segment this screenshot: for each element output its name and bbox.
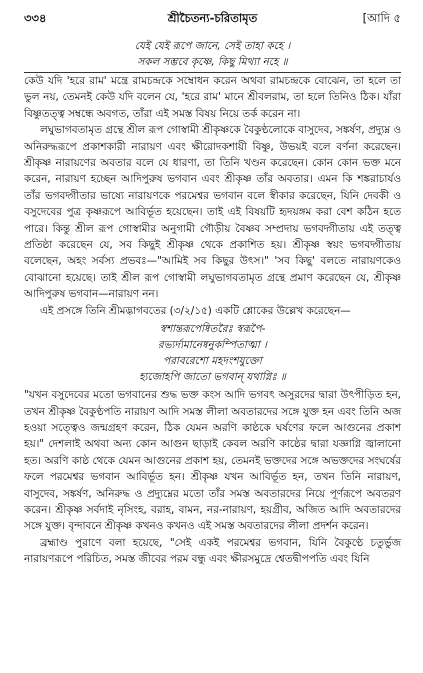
verse-block	[24, 38, 401, 70]
chapter-marker: [আদি ৫	[362, 11, 401, 25]
purport-paragraph: "যখন বসুদেবের মতো ভগবানের শুদ্ধ ভক্ত কংস আদি ভগবৎ অসুরদের দ্বারা উৎপীড়িত হন, তখন শ্রীকৃষ্ণ বৈকুণ্ঠপতি নারায়ণ আদি সমস্ত লীলা অবতারদের সঙ্গে যুক্ত হন এবং তিনি অজ হওয়া সত্ত্বেও জন্মগ্রহণ করেন, ঠিক যেমন অরণি কাষ্ঠকে ঘর্ষণের ফলে আগুনের প্রকাশ হয়।" দেশলাই অথবা অন্য কোন আগুন ছাড়াই কেবল অরণি কাষ্ঠের দ্বারা যজ্ঞাগ্নি জ্বালানো হত। অরণি কাষ্ঠ থেকে যেমন আগুনের প্রকাশ হয়, তেমনই ভক্তদের সঙ্গে অভক্তদের সংঘর্ষের ফলে পরমেশ্বর ভগবান আবির্ভূত হন। শ্রীকৃষ্ণ যখন আবির্ভূত হন, তখন তিনি নারায়ণ, বাসুদেব, সঙ্কর্ষণ, অনিরুদ্ধ ও প্রদ্যুম্নের মতো তাঁর সমস্ত অবতারদের নিয়ে পূর্ণরূপে অবতরণ করেন। শ্রীকৃষ্ণ সর্বদাই নৃসিংহ, বরাহ, বামন, নর-নারায়ণ, হয়গ্রীব, অজিত আদি অবতারদের সঙ্গে যুক্ত। বৃন্দাবনে শ্রীকৃষ্ণ কখনও কখনও এই সমস্ত অবতারদের লীলা প্রদর্শন করেন।	[24, 389, 401, 533]
quote-line: পরাবরেশো মহদংশযুক্তো	[163, 355, 262, 368]
sanskrit-quote	[24, 321, 401, 385]
verse-line: যেই যেই রূপে জানে, সেই তাহা কহে ।	[134, 40, 291, 52]
running-title: শ্রীচৈতন্য-চরিতামৃত	[167, 11, 258, 25]
page-number: ৩৩৪	[24, 11, 47, 25]
purport-paragraph: এই প্রসঙ্গে তিনি শ্রীমদ্ভাগবতের (৩/২/১৫) একটি শ্লোকের উল্লেখ করেছেন—	[40, 304, 351, 317]
verse-line: সকল সম্ভবে কৃষ্ণে, কিছু মিথ্যা নহে ॥	[137, 56, 288, 68]
quote-line: রভ্যর্দ্যমানেষ্বনুকম্পিতাত্মা ।	[158, 339, 267, 352]
translation-paragraph: কেউ যদি 'হরে রাম' মন্ত্রে রামচন্দ্রকে সম্বোধন করেন অথবা রামচন্দ্রকে বোঝেন, তা হলে তা ভুল নয়, তেমনই কেউ যদি বলেন যে, 'হরে রাম' মানে শ্রীবলরাম, তা হলে তিনিও ঠিক। যাঁরা বিষ্ণুতত্ত্ব সম্বন্ধে অবগত, তাঁরা এই সমস্ত বিষয় নিয়ে তর্ক করেন না।	[24, 72, 401, 122]
purport-paragraph: লঘুভাগবতামৃত গ্রন্থে শ্রীল রূপ গোস্বামী শ্রীকৃষ্ণকে বৈকুণ্ঠলোকে বাসুদেব, সঙ্কর্ষণ, প্রদ্যুম্ন ও অনিরুদ্ধরূপে প্রকাশকারী নারায়ণ এবং ক্ষীরোদকশায়ী বিষ্ণু, উভয়ই বলে বর্ণনা করেছেন। শ্রীকৃষ্ণ নারায়ণের অবতার বলে যে ধারণা, তা তিনি খণ্ডন করেছেন। কোন কোন ভক্ত মনে করেন, নারায়ণ হচ্ছেন আদিপুরুষ ভগবান এবং শ্রীকৃষ্ণ তাঁর অবতার। এমন কি শঙ্করাচার্যও তাঁর ভগবদ্গীতার ভাষ্যে নারায়ণকে পরমেশ্বর ভগবান বলে স্বীকার করেছেন, যিনি দেবকী ও বসুদেবের পুত্র কৃষ্ণরূপে আবির্ভূত হয়েছেন। তাই এই বিষয়টি হৃদয়ঙ্গম করা বেশ কঠিন হতে পারে। কিন্তু শ্রীল রূপ গোস্বামীর অনুগামী গৌড়ীয় বৈষ্ণব সম্প্রদায় ভগবদ্গীতায় এই তত্ত্ব প্রতিষ্ঠা করেছেন যে, সব কিছুই শ্রীকৃষ্ণ থেকে প্রকাশিত হয়। শ্রীকৃষ্ণ স্বয়ং ভগবদ্গীতায় বলেছেন, অহং সর্বস্য প্রভবঃ—"আমিই সব কিছুর উৎস।" 'সব কিছু' বলতে নারায়ণকেও বোঝানো হয়েছে। তাই শ্রীল রূপ গোস্বামী লঘুভাগবতামৃত গ্রন্থে প্রমাণ করেছেন যে, শ্রীকৃষ্ণ আদিপুরুষ ভগবান—নারায়ণ নন।	[24, 124, 401, 301]
page-header	[24, 10, 401, 30]
purport-paragraph: ব্রহ্মাণ্ড পুরাণে বলা হয়েছে, "সেই একই পরমেশ্বর ভগবান, যিনি বৈকুণ্ঠে চতুর্ভুজ নারায়ণরূপে পরিচিত, সমস্ত জীবের পরম বন্ধু এবং ক্ষীরসমুদ্রে শ্বেতদ্বীপপতি এবং যিনি	[24, 536, 401, 566]
quote-line: হ্যজোহপি জাতো ভগবান্ যথাগ্নিঃ ॥	[139, 371, 286, 384]
quote-line: স্বশান্তরূপেষ্বিতরৈঃ স্বরূপৈ-	[159, 323, 266, 336]
